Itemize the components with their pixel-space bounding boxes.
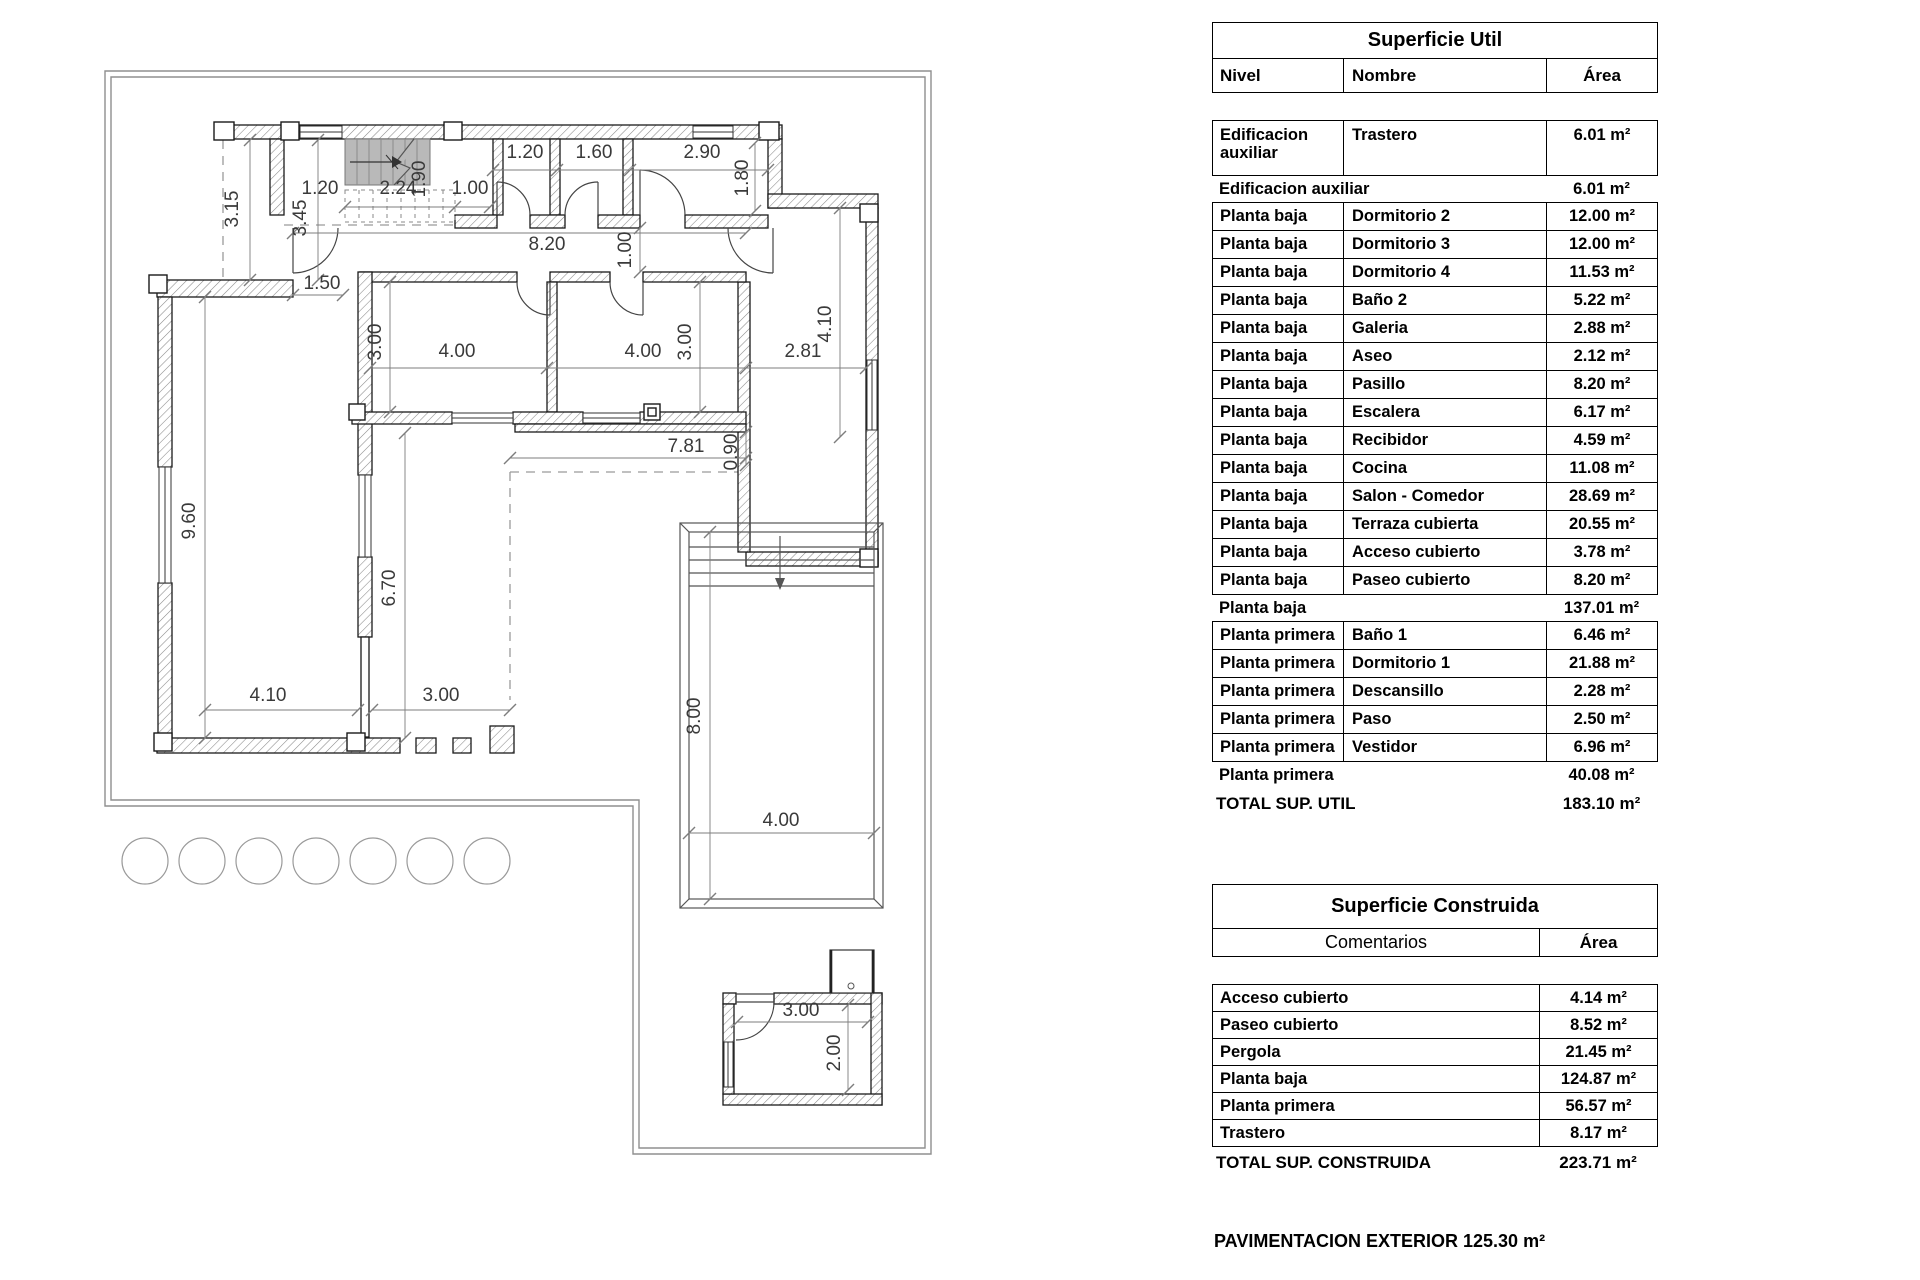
cell-area: 6.01 m²	[1546, 121, 1657, 175]
summary-label: Planta primera	[1219, 765, 1334, 784]
dimension-label: 9.60	[179, 502, 200, 540]
cell-nombre: Descansillo	[1343, 678, 1546, 705]
summary-value: 137.01 m²	[1563, 598, 1640, 617]
cell-nombre: Paso	[1343, 706, 1546, 733]
cell-nombre: Terraza cubierta	[1343, 511, 1546, 538]
cell-nivel: Planta baja	[1220, 515, 1308, 534]
table-row	[1212, 314, 1658, 343]
superficie-util-columns	[1213, 59, 1657, 92]
cell-area: 21.45 m²	[1539, 1039, 1657, 1065]
cell-area: 28.69 m²	[1546, 483, 1657, 510]
cell-nivel: Planta primera	[1220, 738, 1335, 757]
cell-nivel: Planta baja	[1220, 375, 1308, 394]
cell-area: 2.28 m²	[1546, 678, 1657, 705]
superficie-util-header	[1212, 22, 1658, 93]
cell-nivel: Planta baja	[1220, 571, 1308, 590]
dimension-label: 8.00	[684, 697, 705, 735]
table-row	[1212, 621, 1658, 650]
dimension-label: 1.80	[732, 159, 753, 197]
cell-area: 56.57 m²	[1539, 1093, 1657, 1119]
cell-nombre: Dormitorio 4	[1343, 259, 1546, 286]
column-area: Área	[1539, 929, 1657, 956]
cell-nombre: Baño 2	[1343, 287, 1546, 314]
cell-area: 11.53 m²	[1546, 259, 1657, 286]
total-construida-row	[1212, 1147, 1658, 1179]
table-row	[1212, 286, 1658, 315]
dimension-label: 8.20	[528, 234, 566, 255]
cell-area: 8.20 m²	[1546, 567, 1657, 594]
cell-nombre: Dormitorio 3	[1343, 231, 1546, 258]
dimension-label: 4.00	[762, 810, 800, 831]
table-row	[1212, 566, 1658, 595]
cell-area: 12.00 m²	[1546, 203, 1657, 230]
cell-nombre: Cocina	[1343, 455, 1546, 482]
cell-area: 6.96 m²	[1546, 734, 1657, 761]
summary-row	[1212, 595, 1658, 621]
cell-area: 8.20 m²	[1546, 371, 1657, 398]
cell-area: 12.00 m²	[1546, 231, 1657, 258]
table-row	[1212, 538, 1658, 567]
table-row	[1212, 705, 1658, 734]
cell-comentario: Planta primera	[1220, 1096, 1335, 1115]
summary-row	[1212, 176, 1658, 202]
dimension-label: 4.10	[815, 305, 836, 343]
superficie-util-table	[1212, 22, 1658, 820]
cell-nombre: Pasillo	[1343, 371, 1546, 398]
superficie-construida-table	[1212, 884, 1658, 1252]
superficie-construida-rows	[1212, 984, 1658, 1147]
total-construida-value: 223.71 m²	[1559, 1153, 1637, 1172]
summary-row	[1212, 762, 1658, 788]
table-row	[1212, 230, 1658, 259]
cell-nombre: Recibidor	[1343, 427, 1546, 454]
dimension-label: 3.45	[290, 199, 311, 237]
dimension-label: 2.90	[683, 142, 721, 163]
cell-nivel: Planta baja	[1220, 319, 1308, 338]
cell-area: 4.59 m²	[1546, 427, 1657, 454]
table-row	[1212, 342, 1658, 371]
cell-nivel: Edificacion auxiliar	[1220, 126, 1309, 163]
superficie-util-rows	[1212, 120, 1658, 820]
tree-circles	[122, 838, 510, 884]
summary-label: Edificacion auxiliar	[1219, 179, 1370, 198]
cell-area: 21.88 m²	[1546, 650, 1657, 677]
table-row	[1212, 1092, 1658, 1120]
summary-value: 6.01 m²	[1573, 179, 1630, 198]
cell-area: 20.55 m²	[1546, 511, 1657, 538]
summary-label: TOTAL SUP. UTIL	[1216, 794, 1356, 813]
dimension-label: 3.00	[365, 323, 386, 361]
table-row	[1212, 677, 1658, 706]
cell-nombre: Dormitorio 2	[1343, 203, 1546, 230]
dimension-label: 1.60	[575, 142, 613, 163]
cell-comentario: Trastero	[1220, 1123, 1286, 1142]
dimension-label: 3.00	[422, 685, 460, 706]
cell-nivel: Planta baja	[1220, 235, 1308, 254]
cell-nombre: Dormitorio 1	[1343, 650, 1546, 677]
cell-nivel: Planta baja	[1220, 543, 1308, 562]
table-row	[1212, 1065, 1658, 1093]
cell-nivel: Planta baja	[1220, 459, 1308, 478]
cell-nivel: Planta primera	[1220, 710, 1335, 729]
dimension-label: 0.90	[721, 433, 742, 471]
dimension-label: 1.50	[303, 273, 341, 294]
cell-nivel: Planta baja	[1220, 263, 1308, 282]
cell-nivel: Planta baja	[1220, 207, 1308, 226]
dimension-label: 3.00	[782, 1000, 820, 1021]
cell-area: 4.14 m²	[1539, 985, 1657, 1011]
area-tables	[1212, 22, 1658, 1252]
superficie-util-title: Superficie Util	[1213, 23, 1657, 59]
cell-nivel: Planta baja	[1220, 431, 1308, 450]
table-row	[1212, 482, 1658, 511]
cell-area: 8.17 m²	[1539, 1120, 1657, 1146]
cell-nombre: Aseo	[1343, 343, 1546, 370]
cell-area: 124.87 m²	[1539, 1066, 1657, 1092]
dimension-label: 1.90	[409, 160, 430, 198]
dimension-label: 3.00	[675, 323, 696, 361]
dimension-label: 1.20	[301, 178, 339, 199]
column-comentarios: Comentarios	[1324, 932, 1428, 952]
cell-area: 2.12 m²	[1546, 343, 1657, 370]
dimension-label: 7.81	[667, 436, 705, 457]
column-nivel: Nivel	[1220, 65, 1261, 85]
cell-nivel: Planta primera	[1220, 654, 1335, 673]
cell-area: 2.50 m²	[1546, 706, 1657, 733]
cell-nivel: Planta baja	[1220, 403, 1308, 422]
table-row	[1212, 258, 1658, 287]
dimension-label: 1.00	[451, 178, 489, 199]
cell-nombre: Baño 1	[1343, 622, 1546, 649]
cell-comentario: Acceso cubierto	[1220, 988, 1349, 1007]
table-row	[1212, 1038, 1658, 1066]
summary-value: 40.08 m²	[1568, 765, 1635, 784]
cell-nivel: Planta baja	[1220, 487, 1308, 506]
cell-nivel: Planta baja	[1220, 291, 1308, 310]
dimension-label: 2.24	[379, 178, 417, 199]
cell-area: 6.17 m²	[1546, 399, 1657, 426]
table-row	[1212, 120, 1658, 176]
cell-nombre: Escalera	[1343, 399, 1546, 426]
table-row	[1212, 649, 1658, 678]
dimension-label: 6.70	[379, 569, 400, 607]
column-area: Área	[1546, 59, 1657, 92]
cell-nivel: Planta baja	[1220, 347, 1308, 366]
table-row	[1212, 202, 1658, 231]
superficie-construida-header	[1212, 884, 1658, 957]
cell-comentario: Paseo cubierto	[1220, 1015, 1339, 1034]
dimension-label: 1.00	[615, 231, 636, 269]
table-row	[1212, 733, 1658, 762]
summary-label: Planta baja	[1219, 598, 1307, 617]
summary-value: 183.10 m²	[1562, 794, 1641, 813]
cell-area: 11.08 m²	[1546, 455, 1657, 482]
dimension-label: 2.00	[824, 1034, 845, 1072]
dimension-label: 2.81	[784, 341, 822, 362]
cell-area: 8.52 m²	[1539, 1012, 1657, 1038]
dimension-label: 4.00	[624, 341, 662, 362]
table-row	[1212, 1011, 1658, 1039]
cell-nombre: Salon - Comedor	[1343, 483, 1546, 510]
pavimentacion-note: PAVIMENTACION EXTERIOR 125.30 m²	[1214, 1231, 1546, 1251]
windows	[159, 126, 877, 1087]
cell-nombre: Trastero	[1343, 121, 1546, 175]
table-row	[1212, 426, 1658, 455]
cell-area: 5.22 m²	[1546, 287, 1657, 314]
dimension-label: 4.10	[249, 685, 287, 706]
dimension-label: 1.20	[506, 142, 544, 163]
superficie-construida-columns	[1213, 929, 1657, 956]
cell-comentario: Pergola	[1220, 1042, 1281, 1061]
dimension-label: 3.15	[222, 190, 243, 228]
cell-comentario: Planta baja	[1220, 1069, 1308, 1088]
cell-nombre: Vestidor	[1343, 734, 1546, 761]
cell-nombre: Paseo cubierto	[1343, 567, 1546, 594]
dimension-lines	[199, 134, 880, 1096]
superficie-construida-title: Superficie Construida	[1213, 885, 1657, 929]
column-nombre: Nombre	[1343, 59, 1546, 92]
dimension-label: 4.00	[438, 341, 476, 362]
cell-area: 3.78 m²	[1546, 539, 1657, 566]
total-row	[1212, 788, 1658, 820]
total-construida-label: TOTAL SUP. CONSTRUIDA	[1216, 1153, 1432, 1172]
table-row	[1212, 370, 1658, 399]
table-row	[1212, 510, 1658, 539]
table-row	[1212, 454, 1658, 483]
cell-nombre: Acceso cubierto	[1343, 539, 1546, 566]
cell-nivel: Planta primera	[1220, 626, 1335, 645]
cell-area: 2.88 m²	[1546, 315, 1657, 342]
table-row	[1212, 984, 1658, 1012]
table-row	[1212, 398, 1658, 427]
cell-area: 6.46 m²	[1546, 622, 1657, 649]
cell-nivel: Planta primera	[1220, 682, 1335, 701]
table-row	[1212, 1119, 1658, 1147]
cell-nombre: Galeria	[1343, 315, 1546, 342]
wall-columns	[149, 122, 878, 751]
trastero-shower-unit	[830, 950, 874, 993]
